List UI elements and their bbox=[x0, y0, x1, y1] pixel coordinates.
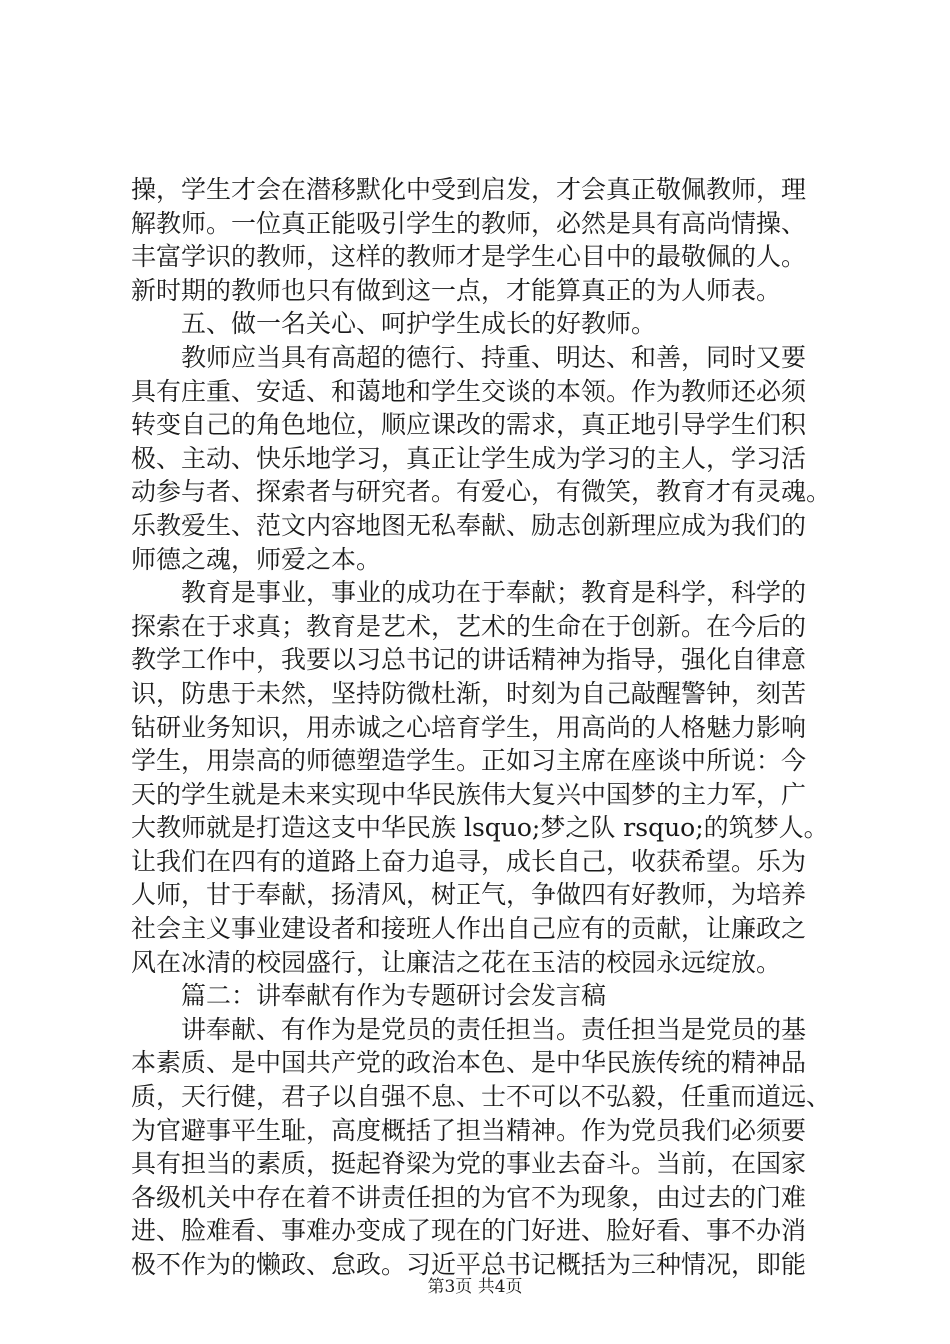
text-line: 解教师。一位真正能吸引学生的教师，必然是具有高尚情操、 bbox=[131, 208, 807, 238]
text-line: 识，防患于未然，坚持防微杜渐，时刻为自己敲醒警钟，刻苦 bbox=[131, 678, 807, 708]
text-line: 大教师就是打造这支中华民族 lsquo;梦之队 rsquo;的筑梦人。 bbox=[131, 813, 829, 843]
text-line: 质，天行健，君子以自强不息、士不可以不弘毅，任重而道远、 bbox=[131, 1082, 832, 1112]
text-line: 讲奉献、有作为是党员的责任担当。责任担当是党员的基 bbox=[181, 1014, 807, 1044]
text-line: 新时期的教师也只有做到这一点，才能算真正的为人师表。 bbox=[131, 275, 782, 305]
body-text bbox=[131, 173, 831, 1282]
text-line: 转变自己的角色地位，顺应课改的需求，真正地引导学生们积 bbox=[131, 410, 807, 440]
text-line: 丰富学识的教师，这样的教师才是学生心目中的最敬佩的人。 bbox=[131, 242, 807, 272]
text-line: 社会主义事业建设者和接班人作出自己应有的贡献，让廉政之 bbox=[131, 914, 807, 944]
text-line: 天的学生就是未来实现中华民族伟大复兴中国梦的主力军，广 bbox=[131, 779, 807, 809]
text-line: 本素质、是中国共产党的政治本色、是中华民族传统的精神品 bbox=[131, 1048, 807, 1078]
text-line: 极不作为的懒政、怠政。习近平总书记概括为三种情况，即能 bbox=[131, 1250, 807, 1279]
text-line: 师德之魂，师爱之本。 bbox=[131, 544, 382, 574]
text-line: 具有庄重、安适、和蔼地和学生交谈的本领。作为教师还必须 bbox=[131, 376, 807, 406]
text-line: 学生，用崇高的师德塑造学生。正如习主席在座谈中所说：今 bbox=[131, 746, 807, 776]
text-line: 教学工作中，我要以习总书记的讲话精神为指导，强化自律意 bbox=[131, 645, 807, 675]
text-line: 具有担当的素质，挺起脊梁为党的事业去奋斗。当前，在国家 bbox=[131, 1149, 807, 1179]
text-line: 进、脸难看、事难办变成了现在的门好进、脸好看、事不办消 bbox=[131, 1216, 807, 1246]
text-line: 探索在于求真；教育是艺术，艺术的生命在于创新。在今后的 bbox=[131, 611, 807, 641]
text-line: 教师应当具有高超的德行、持重、明达、和善，同时又要 bbox=[181, 342, 807, 372]
text-line: 动参与者、探索者与研究者。有爱心，有微笑，教育才有灵魂。 bbox=[131, 477, 832, 507]
text-line: 风在冰清的校园盛行，让廉洁之花在玉洁的校园永远绽放。 bbox=[131, 947, 782, 977]
text-line: 让我们在四有的道路上奋力追寻，成长自己，收获希望。乐为 bbox=[131, 846, 807, 876]
text-line: 极、主动、快乐地学习，真正让学生成为学习的主人，学习活 bbox=[131, 443, 807, 473]
text-line: 乐教爱生、范文内容地图无私奉献、励志创新理应成为我们的 bbox=[131, 510, 807, 540]
page-footer: 第3页 共4页 bbox=[427, 1277, 523, 1297]
text-line: 人师，甘于奉献，扬清风，树正气，争做四有好教师，为培养 bbox=[131, 880, 807, 910]
text-line: 篇二：讲奉献有作为专题研讨会发言稿 bbox=[181, 981, 607, 1011]
text-line: 各级机关中存在着不讲责任担的为官不为现象，由过去的门难 bbox=[131, 1182, 807, 1212]
text-line: 钻研业务知识，用赤诚之心培育学生，用高尚的人格魅力影响 bbox=[131, 712, 807, 742]
text-line: 教育是事业，事业的成功在于奉献；教育是科学，科学的 bbox=[181, 578, 807, 608]
text-line: 为官避事平生耻，高度概括了担当精神。作为党员我们必须要 bbox=[131, 1115, 807, 1145]
text-line: 五、做一名关心、呵护学生成长的好教师。 bbox=[181, 309, 657, 339]
text-line: 操，学生才会在潜移默化中受到启发，才会真正敬佩教师，理 bbox=[131, 175, 807, 204]
